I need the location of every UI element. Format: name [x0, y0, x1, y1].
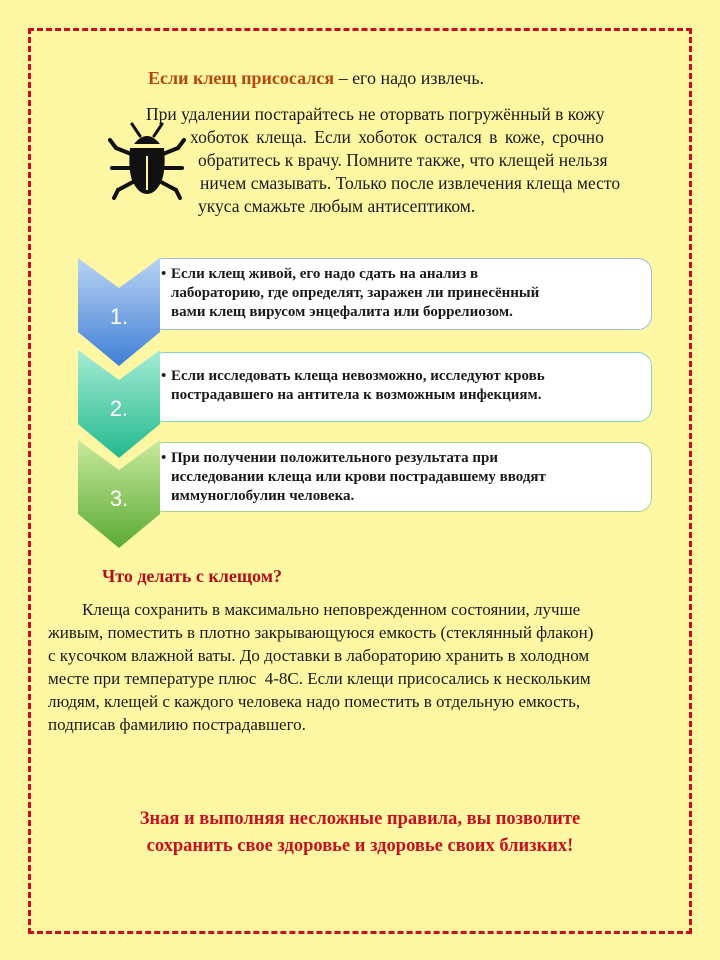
step-3-chevron — [78, 440, 160, 548]
bullet: • — [161, 266, 167, 282]
step-1-text-line: Если клещ живой, его надо сдать на анализ в — [171, 266, 479, 282]
step-2-box — [150, 352, 652, 422]
step-3-text-line: иммуноглобулин человека. — [171, 488, 355, 504]
intro-line: хоботок клеща. Если хоботок остался в коже, срочно — [190, 127, 604, 147]
paragraph-line: с кусочком влажной ваты. До доставки в лабораторию хранить в холодном — [48, 646, 590, 665]
step-1-text-line: вами клещ вирусом энцефалита или боррелиозом. — [171, 304, 513, 320]
closing-line: Зная и выполняя несложные правила, вы позволите — [139, 809, 581, 829]
intro-heading — [148, 68, 484, 89]
intro-line: укуса смажьте любым антисептиком. — [198, 196, 476, 216]
step-3-box — [150, 442, 652, 512]
intro-heading-rest: – его надо извлечь. — [334, 68, 485, 88]
intro-line: обратитесь к врачу. Помните также, что клещей нельзя — [198, 150, 608, 170]
intro-line: ничем смазывать. Только после извлечения клеща место — [200, 173, 621, 193]
step-3-number: 3. — [109, 486, 129, 511]
bullet: • — [161, 450, 167, 466]
step-1-text-line: лабораторию, где определят, заражен ли принесённый — [171, 285, 540, 301]
step-1-number: 1. — [109, 304, 129, 329]
intro-heading-accent: Если клещ присосался — [148, 68, 335, 88]
bullet: • — [161, 368, 167, 384]
bug-icon — [106, 122, 188, 202]
step-3-text-line: исследовании клеща или крови пострадавшему вводят — [171, 469, 546, 485]
storage-paragraph — [48, 598, 593, 736]
step-3-text-line: При получении положительного результата при — [171, 450, 498, 466]
step-1-box — [150, 258, 652, 330]
intro-line: При удалении постарайтесь не оторвать погружённый в кожу — [146, 104, 605, 124]
paragraph-line: месте при температуре плюс 4-8С. Если клещи присосались к нескольким — [48, 669, 591, 688]
closing-line: сохранить свое здоровье и здоровье своих близких! — [146, 836, 574, 856]
step-2-text-line: пострадавшего на антитела к возможным инфекциям. — [171, 387, 542, 403]
paragraph-line: живым, поместить в плотно закрывающуюся емкость (стеклянный флакон) — [48, 623, 594, 642]
paragraph-line: Клеща сохранить в максимально неповрежденном состоянии, лучше — [48, 600, 581, 619]
section-heading: Что делать с клещом? — [102, 566, 282, 586]
closing-message — [0, 806, 720, 860]
paragraph-line: людям, клещей с каждого человека надо поместить в отдельную емкость, — [48, 692, 581, 711]
step-2-number: 2. — [109, 396, 129, 421]
step-2-text-line: Если исследовать клеща невозможно, исследуют кровь — [171, 368, 545, 384]
paragraph-line: подписав фамилию пострадавшего. — [48, 715, 306, 734]
